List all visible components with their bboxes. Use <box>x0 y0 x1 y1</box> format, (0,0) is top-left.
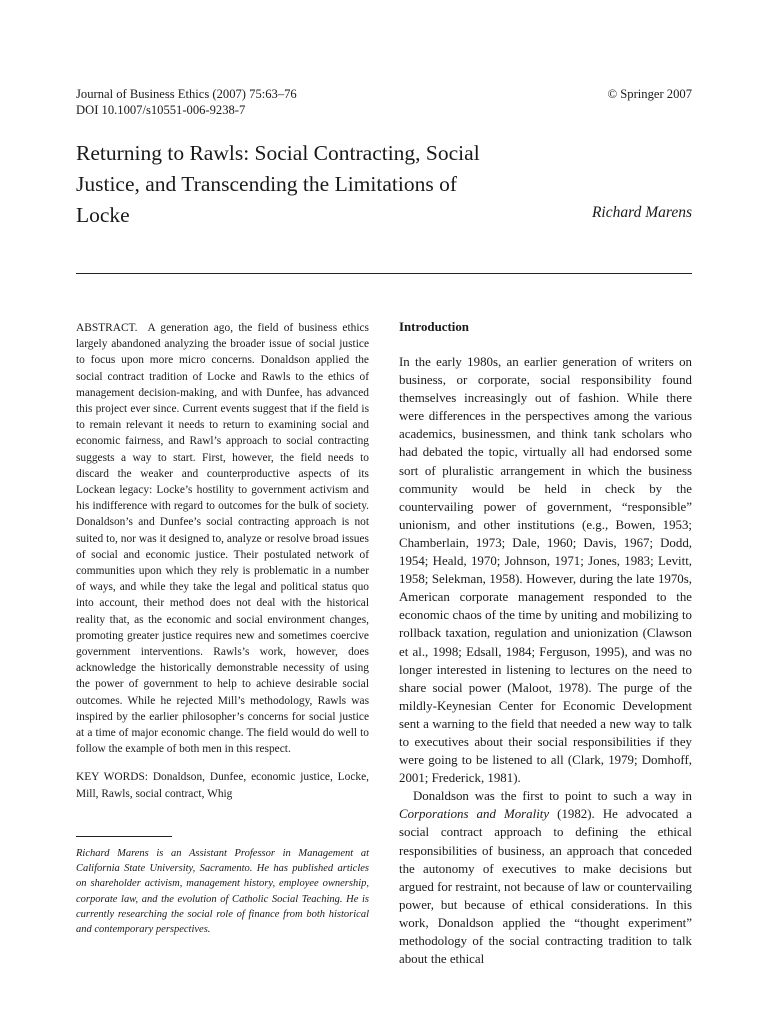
intro-p2-start: Donaldson was the first to point to such a way in <box>413 789 692 804</box>
abstract <box>76 320 369 757</box>
keywords <box>76 769 369 801</box>
left-column <box>76 320 369 802</box>
footnote-divider <box>76 836 172 837</box>
intro-paragraph-1: In the early 1980s, an earlier generation of writers on business, or corporate, social responsibility found themselves increasingly out of fashion. While there were differences in the perspectives among the various academics, businessmen, and think tank scholars who had debated the topic, virtually all had endorsed some sort of pluralistic arrangement in which the business community would be held in check by the countervailing power of government, “responsible” unionism, and other institutions (e.g., Bowen, 1953; Chamberlain, 1973; Dale, 1960; Davis, 1967; Dodd, 1954; Heald, 1970; Johnson, 1971; Jones, 1983; Levitt, 1958; Selekman, 1958). However, during the late 1970s, American corporate management responded to the economic chaos of the time by uniting and mobilizing to rollback taxation, regulation and unionization (Clawson et al., 1998; Edsall, 1984; Ferguson, 1995), and was no longer interested in listening to lectures on the need to share social power (Maloot, 1978). The purge of the mildly-Keynesian Center for Economic Development sent a warning to the field that needed a new way to talk to executives about their social responsibilities if they were going to be listened to all (Clark, 1979; Domhoff, 2001; Frederick, 1981). <box>399 355 692 786</box>
right-column <box>399 318 692 968</box>
keywords-label: KEY WORDS: <box>76 771 148 784</box>
intro-paragraph-2 <box>399 787 692 968</box>
journal-header <box>76 86 692 118</box>
keywords-text: Donaldson, Dunfee, economic justice, Locke, Mill, Rawls, social contract, Whig <box>76 771 369 800</box>
title-divider <box>76 273 692 274</box>
author-bio: Richard Marens is an Assistant Professor in Management at California State University, Sacramento. He has published articles on shareholder activism, management history, employee ownership, corporate law, and the evolution of Catholic Social Teaching. He is currently researching the social role of finance from both historical and contemporary perspectives. <box>76 848 369 936</box>
journal-citation <box>76 86 297 118</box>
book-title: Corporations and Morality <box>399 807 550 822</box>
doi: DOI 10.1007/s10551-006-9238-7 <box>76 103 246 117</box>
copyright: © Springer 2007 <box>607 87 692 101</box>
section-heading: Introduction <box>399 320 469 334</box>
abstract-label: ABSTRACT. <box>76 322 138 334</box>
abstract-text: A generation ago, the field of business ethics largely abandoned analyzing the broader issue of social justice to focus upon more micro concerns. Donaldson applied the social contract tradition of Locke and Rawls to the ethics of management decision-making, and with Dunfee, has advanced this project ever since. Current events suggest that if the field is to remain relevant it needs to return to examining social and economic fairness, and Rawl’s approach to social contracting suggests a way to start. First, however, the field needs to discard the weaker and counterproductive aspects of its Lockean legacy: Locke’s hostility to government activism and his indifference with regard to outcomes for the bulk of society. Donaldson’s and Dunfee’s social contracting approach is not suited to, nor was it designed to, analyze or resolve broad issues of social and economic justice. Their postulated network of communities upon which they rely is problematic in a number of ways, and while they take the legal and political status quo into account, their method does not deal with the historical reality that, as the economic and social environment changes, promoting greater justice requires new and sometimes coercive government interventions. Rawls’s work, however, does acknowledge the historically demonstrable necessity of using the power of government to help to achieve desirable social outcomes. While he rejected Mill’s methodology, Rawls was inspired by the earlier philosopher’s concerns for social justice at a time of major economic change. The field would do well to follow the example of both men in this respect. <box>76 322 369 756</box>
author-name: Richard Marens <box>591 204 692 221</box>
article-title: Returning to Rawls: Social Contracting, Social Justice, and Transcending the Limitations of Locke <box>76 141 480 227</box>
journal-name: Journal of Business Ethics (2007) 75:63–76 <box>76 87 297 101</box>
intro-p2-rest: (1982). He advocated a social contract approach to defining the ethical responsibilities of business, an approach that conceded the autonomy of executives to make decisions but argued for restraint, not because of law or countervailing power, but because of ethical considerations. In this work, Donaldson applied the “thought experiment” methodology of the social contracting tradition to talk about the ethical <box>399 807 692 967</box>
